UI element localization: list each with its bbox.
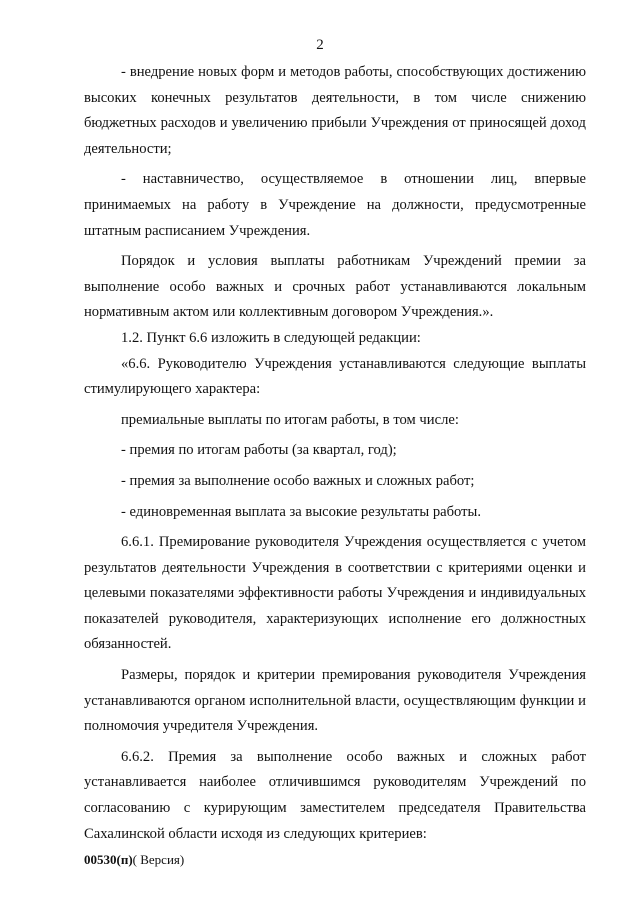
- document-version: ( Версия): [132, 852, 185, 867]
- paragraph-item-1-2: 1.2. Пункт 6.6 изложить в следующей редакции:: [121, 329, 421, 346]
- footer: [84, 852, 184, 868]
- paragraph-bonus-criteria: Размеры, порядок и критерии премирования руководителя Учреждения устанавливаются органом исполнительной власти, осуществляющим функции и полномочия учредителя Учреждения.: [84, 667, 586, 735]
- document-body: [84, 60, 586, 847]
- paragraph-bonus-procedure: Порядок и условия выплаты работникам Учреждений премии за выполнение особо важных и срочных работ устанавливаются локальным нормативным актом или коллективным договором Учреждения.».: [84, 253, 586, 321]
- page-number: 2: [316, 37, 324, 53]
- list-item-one-time-payment: - единовременная выплата за высокие результаты работы.: [121, 503, 481, 520]
- list-item-quarter-year-bonus: - премия по итогам работы (за квартал, год);: [121, 442, 397, 459]
- paragraph-item-6-6: «6.6. Руководителю Учреждения устанавливаются следующие выплаты стимулирующего характера:: [84, 355, 586, 398]
- paragraph-mentoring: - наставничество, осуществляемое в отношении лиц, впервые принимаемых на работу в Учреждение на должности, предусмотренные штатным расписанием Учреждения.: [84, 171, 586, 239]
- paragraph-item-6-6-2: 6.6.2. Премия за выполнение особо важных и сложных работ устанавливается наиболее отличившимся руководителям Учреждений по согласованию с курирующим заместителем председателя Правительства Сахалинской области исходя из следующих критериев:: [84, 748, 586, 842]
- list-item-important-work-bonus: - премия за выполнение особо важных и сложных работ;: [121, 472, 475, 489]
- paragraph-new-methods: - внедрение новых форм и методов работы, способствующих достижению высоких конечных результатов деятельности, в том числе снижению бюджетных расходов и увеличению прибыли Учреждения от приносящей доход деятельности;: [84, 64, 586, 157]
- document-code: 00530(п): [84, 852, 133, 867]
- paragraph-bonus-payments: премиальные выплаты по итогам работы, в том числе:: [121, 411, 459, 428]
- paragraph-item-6-6-1: 6.6.1. Премирование руководителя Учреждения осуществляется с учетом результатов деятельности Учреждения в соответствии с критериями оценки и целевыми показателями эффективности работы Учреждения и индивидуальных показателей руководителя, характеризующих исполнение его должностных обязанностей.: [84, 534, 586, 653]
